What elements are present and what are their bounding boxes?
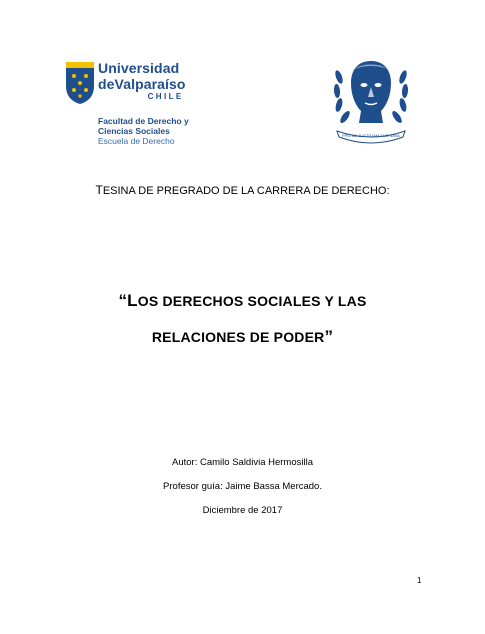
thesis-type-initial: T <box>95 183 103 197</box>
faculty-seal <box>331 57 411 149</box>
title-initial: “L <box>118 291 138 310</box>
thesis-title-line-2 <box>0 328 485 346</box>
title-close-quote: ” <box>324 327 334 346</box>
thesis-title-line-1 <box>0 292 485 310</box>
logo-line-valparaiso: deValparaíso <box>98 76 186 92</box>
page-number: 1 <box>417 576 422 585</box>
faculty-line-2: Ciencias Sociales <box>98 126 170 136</box>
thesis-type-heading <box>0 183 485 198</box>
logo-line-universidad: Universidad <box>98 60 180 76</box>
universidad-valparaiso-logo <box>64 58 194 150</box>
school-name: Escuela de Derecho <box>98 136 175 146</box>
thesis-type-rest: ESINA DE PREGRADO DE LA CARRERA DE DERECHO: <box>102 185 390 197</box>
title-line-1-rest: OS DERECHOS SOCIALES Y LAS <box>137 293 367 309</box>
author-line: Autor: Camilo Saldivia Hermosilla <box>172 457 313 468</box>
university-shield-icon <box>64 58 96 106</box>
title-line-2-main: RELACIONES DE PODER <box>151 329 325 345</box>
advisor-line: Profesor guía: Jaime Bassa Mercado. <box>163 481 322 492</box>
logo-line-chile: CHILE <box>147 92 184 101</box>
date-line: Diciembre de 2017 <box>202 505 283 516</box>
faculty-line-1: Facultad de Derecho y <box>98 116 189 126</box>
seal-motto: PRO AD JUSTITIAM SUB NAVA <box>342 133 400 138</box>
